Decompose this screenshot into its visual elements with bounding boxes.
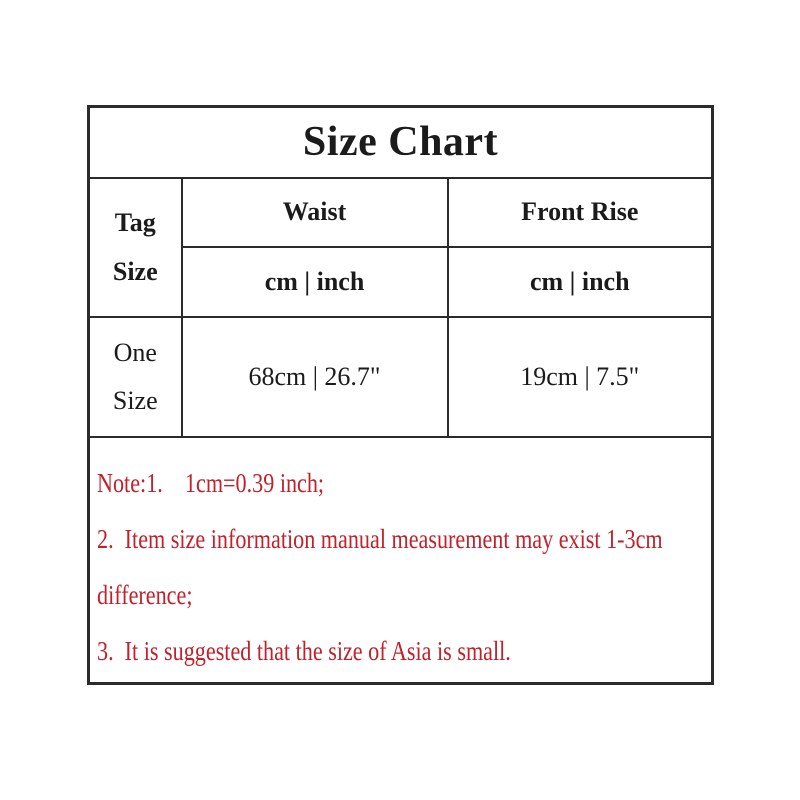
note-line-4: 3. It is suggested that the size of Asia is small. <box>97 635 511 666</box>
one-size-line1: One <box>113 337 157 367</box>
one-size-label-cell <box>89 317 182 437</box>
waist-unit-header: cm | inch <box>182 247 448 317</box>
tag-size-header-line2: Size <box>112 257 158 286</box>
one-size-line2: Size <box>112 385 158 415</box>
note-line-3: difference; <box>97 579 193 610</box>
table-row <box>89 317 713 437</box>
tag-size-header-line1: Tag <box>114 208 156 237</box>
note-line-2: 2. Item size information manual measurement may exist 1-3cm <box>97 523 663 554</box>
size-chart-table <box>87 105 714 685</box>
tag-size-header-cell <box>89 178 182 317</box>
front-rise-value-cell: 19cm | 7.5" <box>448 317 713 437</box>
waist-column-header: Waist <box>182 178 448 247</box>
front-rise-column-header: Front Rise <box>448 178 713 247</box>
size-chart-title: Size Chart <box>89 107 713 178</box>
waist-value-cell: 68cm | 26.7" <box>182 317 448 437</box>
front-rise-unit-header: cm | inch <box>448 247 713 317</box>
notes-cell <box>89 437 713 684</box>
note-line-1: Note:1. 1cm=0.39 inch; <box>97 467 325 498</box>
